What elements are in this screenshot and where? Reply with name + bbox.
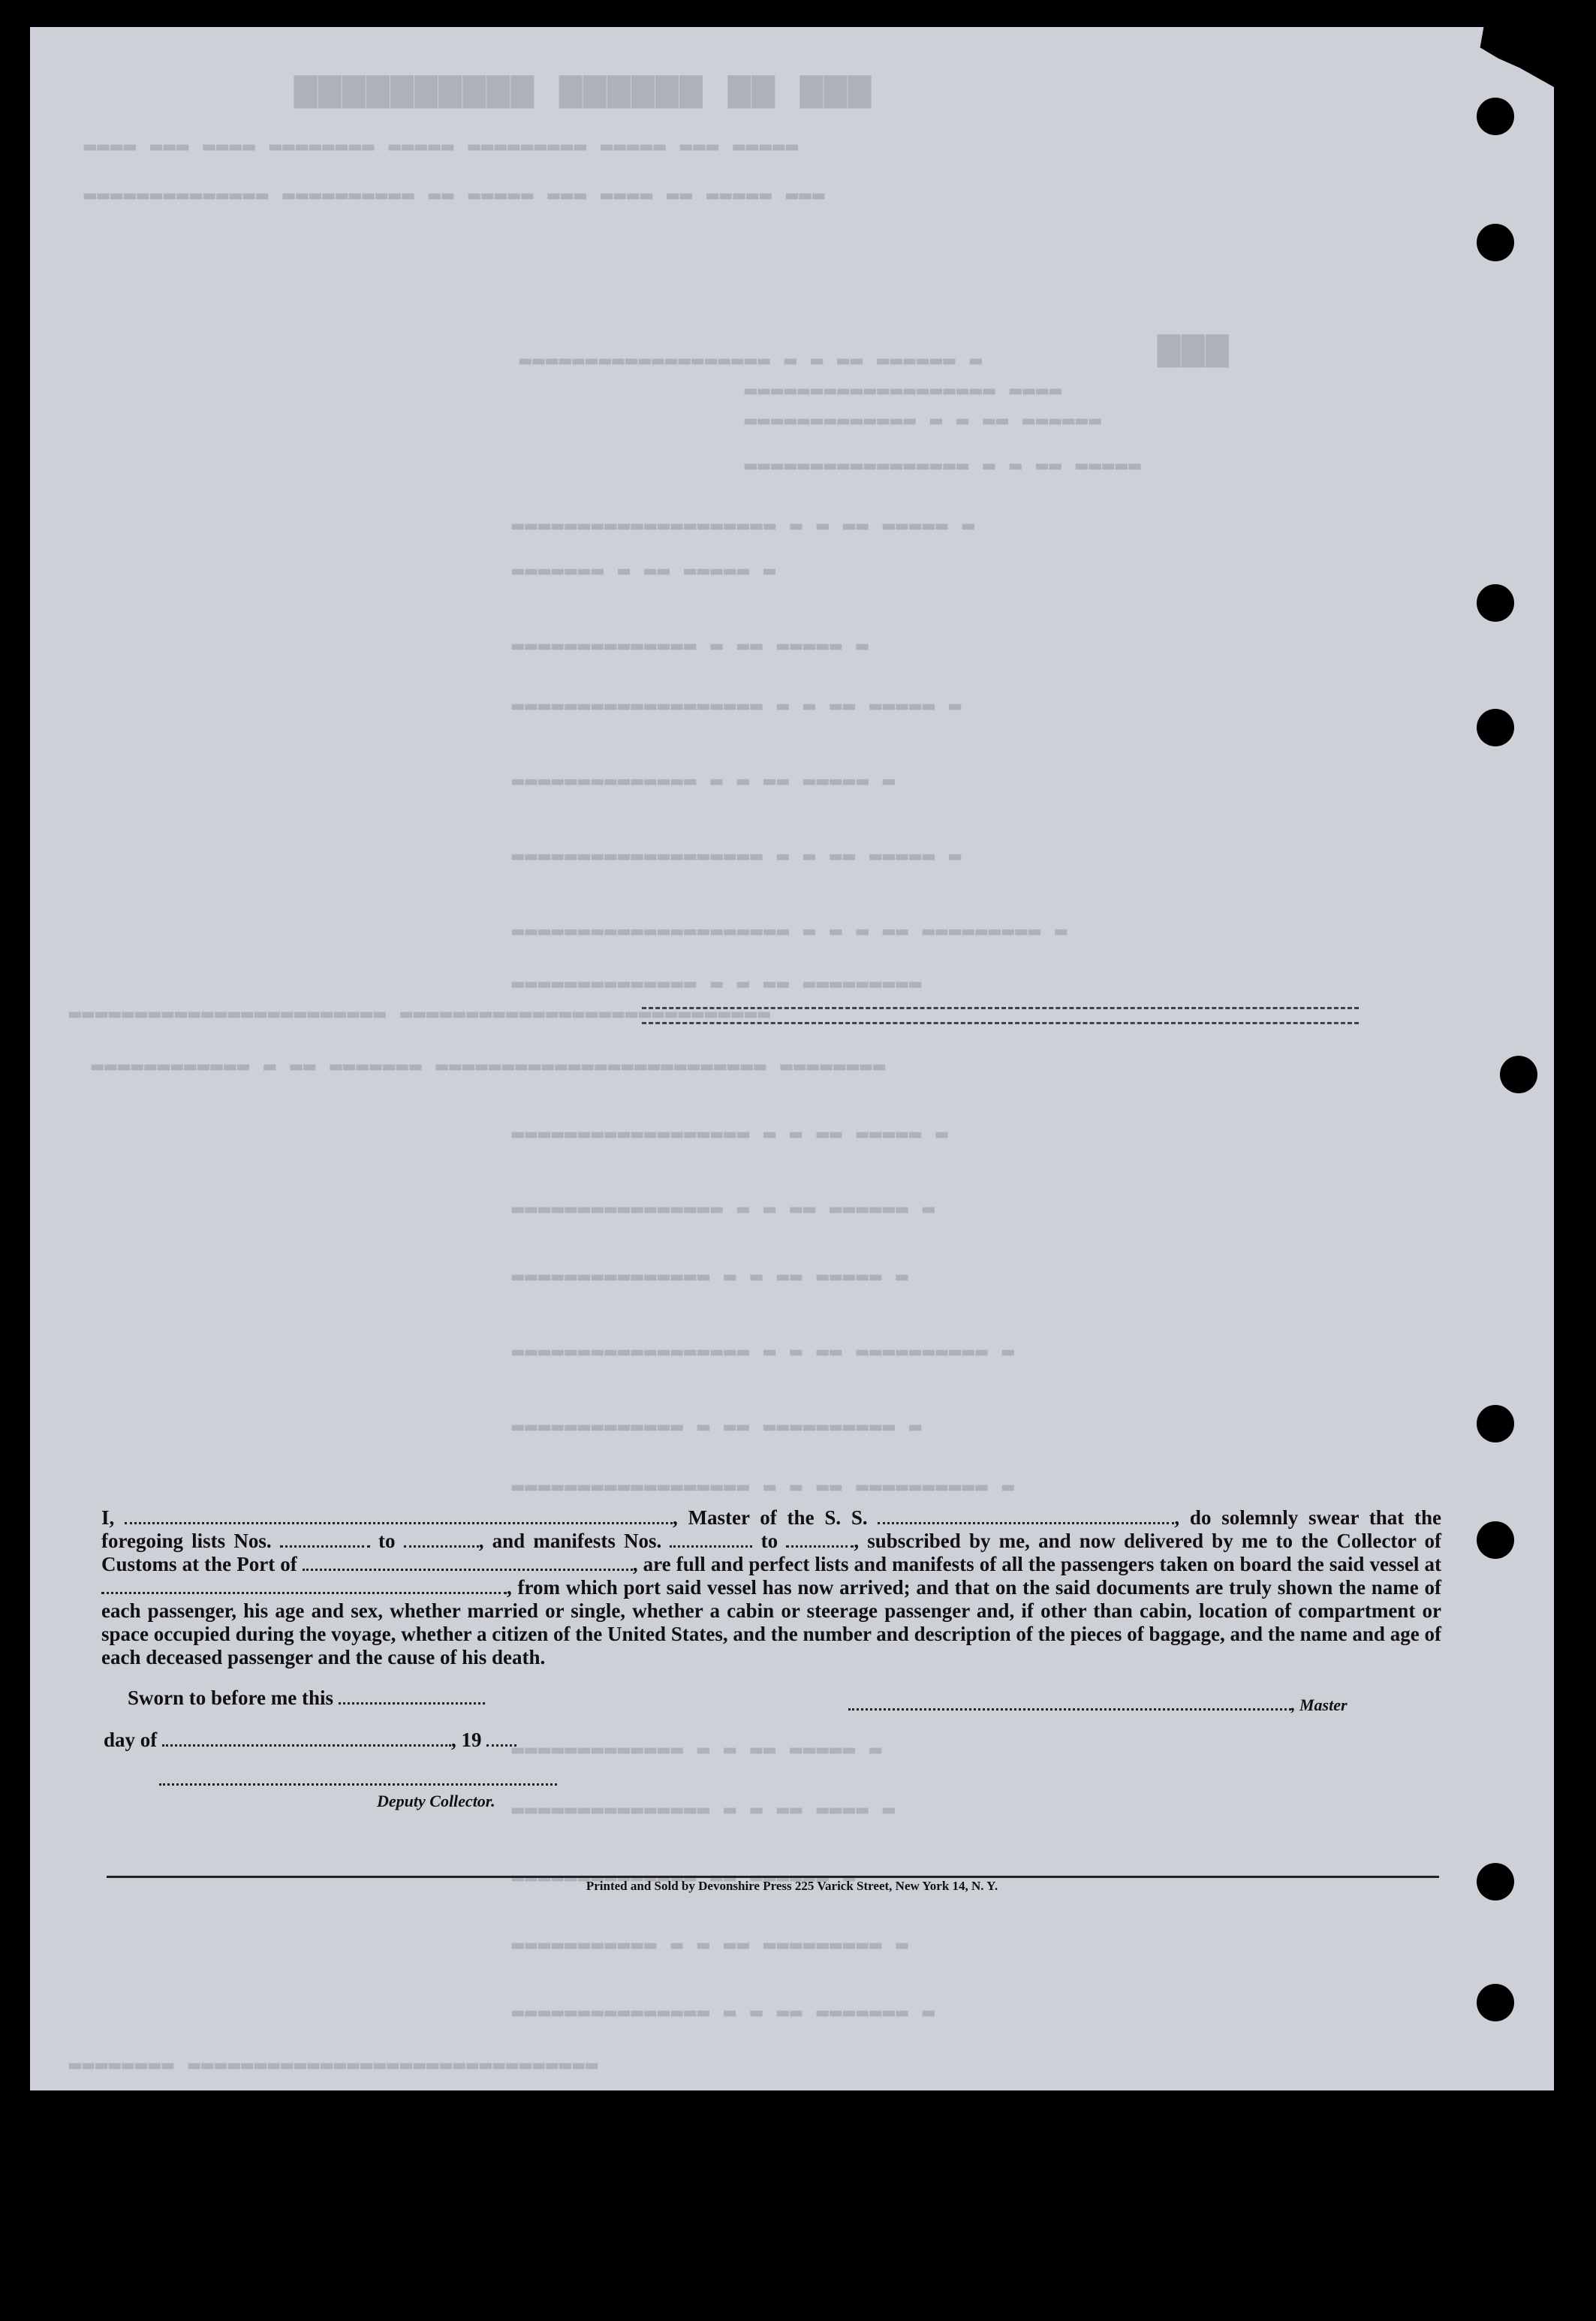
master-oath xyxy=(101,1506,1441,1669)
bleed-through-text: ▂ ▂▂▂▂▂ ▂▂ ▂ ▂ ▂▂▂▂▂▂▂▂▂▂▂▂▂ xyxy=(510,1732,882,1755)
oath-body: port said vessel has now arrived; and that on the said documents are truly shown the name of each passenger, his age and sex, whether married or single, whether a cabin or steerage passenger and, if other than cabin, location of compartment or space occupied during the voyage, whether a citizen of the United States, and the number and description of the pieces of baggage, and the name and age of each deceased passenger and the cause of his death. xyxy=(101,1576,1441,1668)
bleed-through-text: ▆▆▆ xyxy=(1156,327,1229,370)
oath-master-of: , Master of the S. S. xyxy=(673,1506,868,1529)
oath-port-of: delivered by me to the Collector of Customs at the Port of xyxy=(101,1530,1442,1575)
bleed-through-rule xyxy=(642,1007,1359,1009)
bleed-through-text: ▂ ▂▂▂▂▂▂ ▂▂ ▂▂▂▂▂▂▂▂▂▂▂▂▂▂ xyxy=(510,1860,855,1882)
printer-imprint: Printed and Sold by Devonshire Press 225 Varick Street, New York 14, N. Y. xyxy=(586,1879,998,1893)
oath-open: I, xyxy=(101,1506,115,1529)
bleed-through-text: ▂▂▂▂▂ ▂▂▂ ▂▂▂▂▂ ▂▂▂▂▂▂▂▂▂ ▂▂▂▂▂ ▂▂▂▂▂▂▂▂ ▂▂▂▂ ▂▂▂ ▂▂▂▂ xyxy=(83,129,798,152)
punch-hole xyxy=(1477,224,1514,261)
sworn-day-field xyxy=(339,1687,485,1705)
deputy-signature-line xyxy=(159,1768,557,1791)
master-name-field xyxy=(125,1507,673,1524)
oath-full-perfect: , are full and perfect lists and xyxy=(632,1553,887,1575)
bleed-through-text: ▂ ▂▂▂▂▂ ▂▂ ▂ ▂ ▂▂▂▂▂▂▂▂▂▂▂▂▂▂▂▂▂▂ xyxy=(510,1117,948,1139)
oath-manifests: , and manifests Nos. xyxy=(478,1530,662,1552)
oath-to-2: to xyxy=(760,1530,778,1552)
punch-hole xyxy=(1477,1984,1514,2021)
oath-solemnly: , do solemnly xyxy=(1174,1506,1299,1529)
bleed-through-text: ▂▂▂▂▂▂▂▂▂▂▂▂▂▂▂▂▂▂▂▂▂▂▂▂▂▂▂▂ ▂▂▂▂▂▂▂▂▂▂▂▂▂▂▂▂▂▂▂▂▂▂▂▂ xyxy=(68,996,770,1019)
ship-name-field xyxy=(878,1507,1174,1524)
bleed-through-text: ▂ ▂▂▂▂▂ ▂▂ ▂ ▂▂▂▂▂▂▂ xyxy=(510,553,775,576)
bleed-through-text: ▂ ▂▂▂▂▂▂ ▂▂ ▂ ▂ ▂▂▂▂▂▂▂▂▂▂▂▂▂▂▂▂▂▂▂ xyxy=(518,343,982,366)
manifests-to-field xyxy=(786,1530,854,1548)
lists-from-field xyxy=(280,1530,370,1548)
oath-to-1: to xyxy=(378,1530,396,1552)
oath-from-which: , from which xyxy=(507,1576,618,1599)
bleed-through-text: ▂ ▂▂▂▂▂ ▂▂ ▂ ▂▂▂▂▂▂▂▂▂▂▂▂▂▂ xyxy=(510,628,869,651)
year-field xyxy=(486,1729,516,1747)
punch-hole xyxy=(1500,1056,1537,1093)
month-field xyxy=(162,1729,451,1747)
master-signature-field xyxy=(848,1693,1291,1711)
day-of-label: day of xyxy=(104,1729,158,1751)
sworn-label: Sworn to before me this xyxy=(128,1686,333,1709)
bleed-through-text: ▂▂▂ ▂▂▂▂▂ ▂▂ ▂▂▂▂ ▂▂▂ ▂▂▂▂▂ ▂▂ ▂▂▂▂▂▂▂▂▂▂ ▂▂▂▂▂▂▂▂▂▂▂▂▂▂ xyxy=(83,178,825,200)
master-signature-line xyxy=(848,1693,1348,1716)
bleed-through-rule xyxy=(642,1022,1359,1024)
departure-port-field xyxy=(101,1577,507,1594)
port-field xyxy=(303,1554,633,1571)
deputy-signature-field xyxy=(159,1776,557,1786)
master-label: , Master xyxy=(1291,1696,1348,1714)
manifests-from-field xyxy=(670,1530,752,1548)
deputy-label: Deputy Collector. xyxy=(377,1792,495,1810)
bleed-through-text: ▆▆▆ ▆▆ ▆▆▆▆▆▆ ▆▆▆▆▆▆▆▆▆▆ xyxy=(293,68,872,111)
punch-hole xyxy=(1477,1405,1514,1442)
bleed-through-text: ▂ ▂▂▂▂▂▂▂▂▂▂ ▂▂ ▂ ▂ ▂▂▂▂▂▂▂▂▂▂▂▂▂▂▂▂▂▂ xyxy=(510,1334,1014,1357)
bleed-through-text: ▂ ▂▂▂▂▂▂▂▂▂ ▂▂ ▂ ▂ ▂▂▂▂▂▂▂▂▂▂▂ xyxy=(510,1928,908,1950)
bleed-through-text: ▂▂▂▂▂▂▂▂▂ ▂▂ ▂ ▂ ▂▂▂▂▂▂▂▂▂▂▂▂▂▂ xyxy=(510,966,922,989)
deputy-label-wrap xyxy=(377,1789,495,1812)
bleed-through-text: ▂ ▂▂▂▂▂▂▂▂▂▂ ▂▂ ▂ ▂ ▂▂▂▂▂▂▂▂▂▂▂▂▂▂▂▂▂▂ xyxy=(510,1469,1014,1492)
bleed-through-text: ▂▂▂▂▂▂▂▂▂▂▂▂▂▂▂▂▂▂▂▂▂▂▂▂▂▂▂▂▂▂▂ ▂▂▂▂▂▂▂▂ xyxy=(68,2048,598,2070)
bleed-through-text: ▂ ▂▂▂▂▂▂▂ ▂▂ ▂ ▂ ▂▂▂▂▂▂▂▂▂▂▂▂▂▂▂ xyxy=(510,1995,935,2018)
bleed-through-text: ▂▂▂▂▂▂ ▂▂ ▂ ▂ ▂▂▂▂▂▂▂▂▂▂▂▂▂ xyxy=(743,403,1101,426)
bleed-through-text: ▂▂▂▂ ▂▂▂▂▂▂▂▂▂▂▂▂▂▂▂▂▂▂▂ xyxy=(743,373,1061,396)
sworn-line xyxy=(128,1686,485,1710)
punch-hole xyxy=(1477,1521,1514,1559)
bleed-through-text: ▂ ▂▂▂▂▂ ▂▂ ▂ ▂ ▂▂▂▂▂▂▂▂▂▂▂▂▂▂▂ xyxy=(510,1259,908,1282)
oath-subscribed: , subscribed by me, and now xyxy=(854,1530,1116,1552)
bleed-through-text: ▂ ▂▂▂▂ ▂▂ ▂ ▂ ▂▂▂▂▂▂▂▂▂▂▂▂▂▂▂ xyxy=(510,1792,895,1815)
lists-to-field xyxy=(404,1530,479,1548)
bleed-through-text: ▂ ▂▂▂▂▂▂ ▂▂ ▂ ▂ ▂▂▂▂▂▂▂▂▂▂▂▂▂▂▂▂ xyxy=(510,1192,935,1214)
date-line xyxy=(104,1729,516,1752)
bleed-through-text: ▂ ▂▂▂▂▂▂▂▂▂ ▂▂ ▂ ▂ ▂ ▂▂▂▂▂▂▂▂▂▂▂▂▂▂▂▂▂▂▂▂▂ xyxy=(510,914,1068,936)
bleed-through-text: ▂ ▂▂▂▂▂ ▂▂ ▂ ▂ ▂▂▂▂▂▂▂▂▂▂▂▂▂▂▂▂▂▂▂ xyxy=(510,839,961,861)
bleed-through-text: ▂ ▂▂▂▂▂ ▂▂ ▂ ▂ ▂▂▂▂▂▂▂▂▂▂▂▂▂▂▂▂▂▂▂ xyxy=(510,689,961,711)
bleed-through-text: ▂▂▂▂▂ ▂▂ ▂ ▂ ▂▂▂▂▂▂▂▂▂▂▂▂▂▂▂▂▂ xyxy=(743,448,1141,471)
torn-corner xyxy=(1464,27,1554,87)
punch-hole xyxy=(1477,584,1514,622)
bleed-through-text: ▂ ▂▂▂▂▂▂▂▂▂▂ ▂▂ ▂ ▂▂▂▂▂▂▂▂▂▂▂▂▂ xyxy=(510,1409,922,1432)
bleed-through-text: ▂▂▂▂▂▂▂▂ ▂▂▂▂▂▂▂▂▂▂▂▂▂▂▂▂▂▂▂▂▂▂▂▂▂ ▂▂▂▂▂▂▂ ▂▂ ▂ ▂▂▂▂▂▂▂▂▂▂▂▂ xyxy=(90,1049,885,1072)
punch-hole xyxy=(1477,98,1514,135)
manifest-page xyxy=(30,27,1554,2090)
bleed-through-text: ▂ ▂▂▂▂▂ ▂▂ ▂ ▂ ▂▂▂▂▂▂▂▂▂▂▂▂▂▂▂▂▂▂▂▂ xyxy=(510,508,974,531)
oath-vessel-at: manifests of all the passengers taken on board the said vessel at xyxy=(892,1553,1442,1575)
year-label: , 19 xyxy=(451,1729,482,1751)
punch-hole xyxy=(1477,709,1514,746)
footer-rule xyxy=(107,1876,1439,1878)
bleed-through-text: ▂ ▂▂▂▂▂ ▂▂ ▂ ▂ ▂▂▂▂▂▂▂▂▂▂▂▂▂▂ xyxy=(510,764,895,786)
oath-lists-nos: swear that the foregoing lists Nos. xyxy=(101,1506,1442,1552)
